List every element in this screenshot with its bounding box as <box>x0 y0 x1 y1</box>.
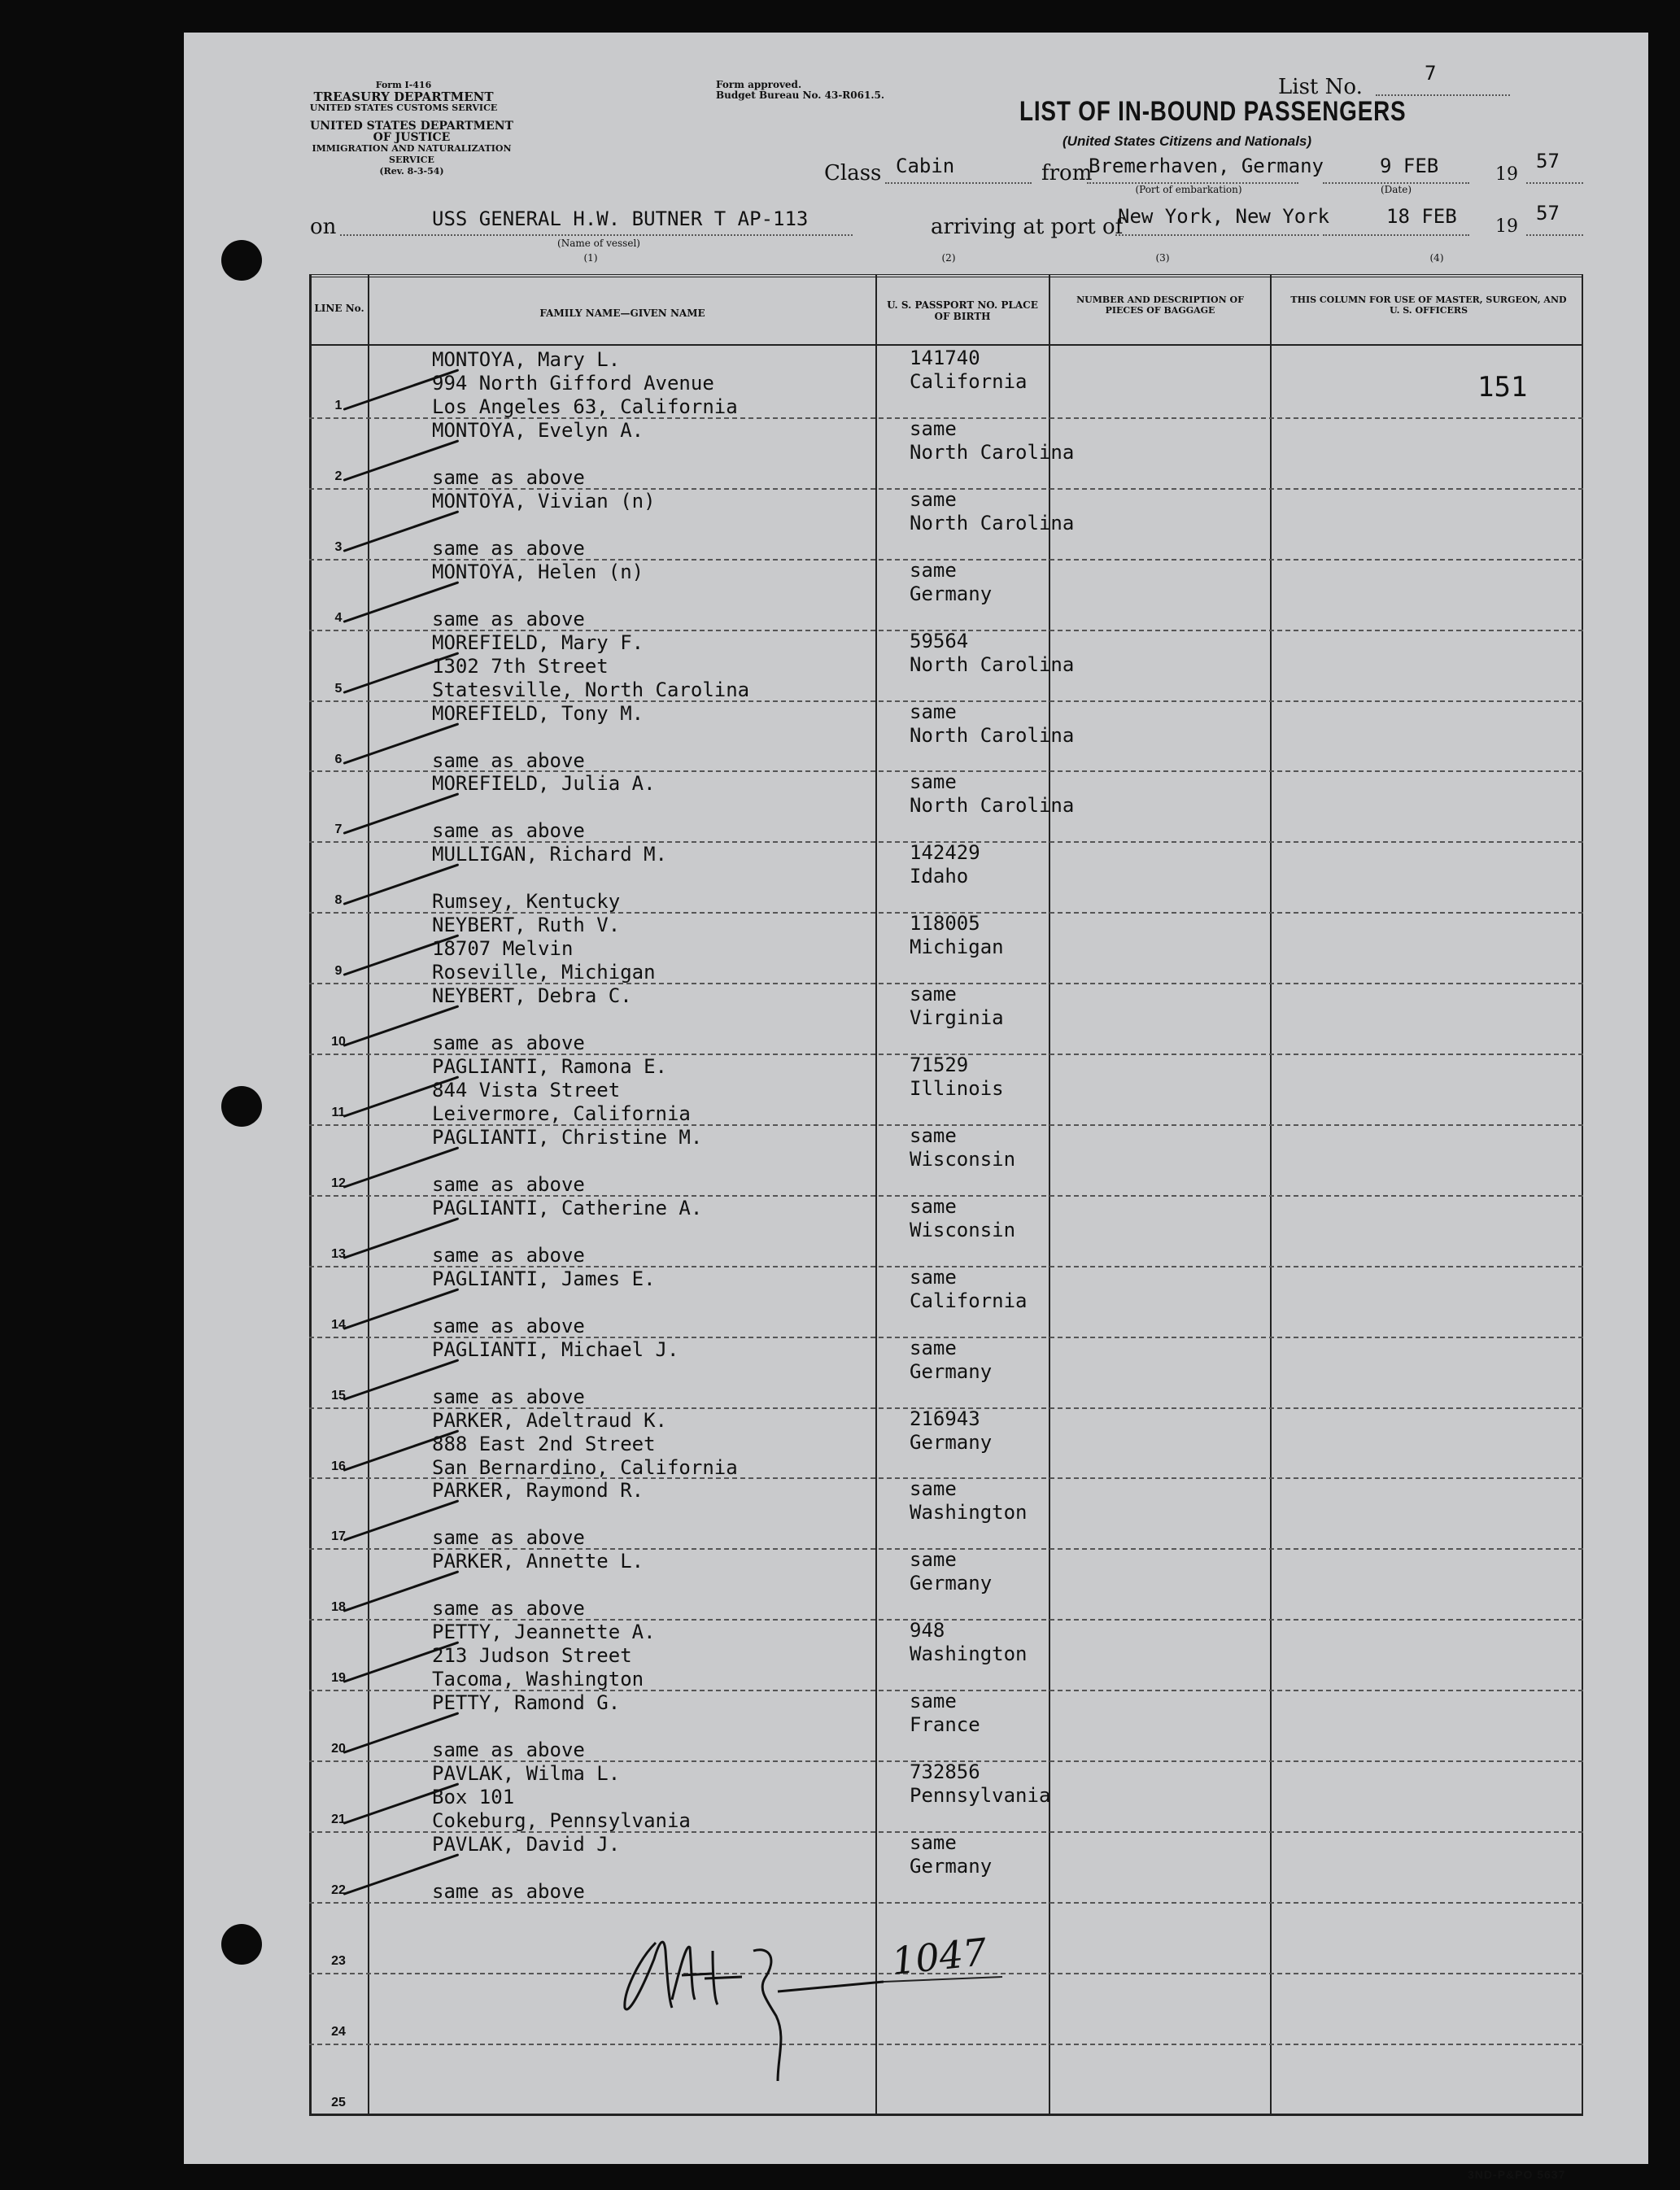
passport-birthplace: same Washington <box>910 1477 1028 1525</box>
handwritten-signature <box>591 1894 1046 2081</box>
passport-birthplace: same North Carolina <box>910 487 1075 534</box>
punch-hole <box>221 1086 262 1127</box>
table-top-border <box>309 274 1583 277</box>
handwritten-annotation: 1047 <box>889 1930 989 1983</box>
line-number: 2 <box>334 469 343 483</box>
passenger-name-address: PETTY, Jeannette A. 213 Judson Street Tacoma, Washington <box>432 1621 656 1691</box>
passport-birthplace: same Germany <box>910 1336 993 1383</box>
passport-birthplace: same France <box>910 1690 980 1737</box>
vessel-caption: (Name of vessel) <box>557 238 640 249</box>
list-no-label: List No. <box>1278 75 1363 99</box>
dotted-line <box>340 234 853 236</box>
arrival-port: New York, New York <box>1118 205 1330 228</box>
column-number: (1) <box>583 252 598 264</box>
port-caption: (Port of embarkation) <box>1135 184 1242 195</box>
column-number: (3) <box>1155 252 1170 264</box>
passenger-name-address: NEYBERT, Ruth V. 18707 Melvin Roseville, Michigan <box>432 914 656 984</box>
passenger-name-address: PAGLIANTI, Catherine A. same as above <box>432 1196 703 1267</box>
line-number: 13 <box>331 1246 346 1261</box>
passport-birthplace: same North Carolina <box>910 417 1075 464</box>
year-prefix: 19 <box>1495 164 1518 185</box>
passport-birthplace: same Germany <box>910 558 993 605</box>
passport-birthplace: 948 Washington <box>910 1619 1028 1666</box>
arriving-label: arriving at port of <box>931 215 1124 239</box>
line-number: 20 <box>331 1742 346 1756</box>
passenger-name-address: PARKER, Adeltraud K. 888 East 2nd Street San Bernardino, California <box>432 1408 738 1479</box>
line-number: 16 <box>331 1459 346 1473</box>
passport-birthplace: same Wisconsin <box>910 1194 1016 1241</box>
passenger-name-address: MONTOYA, Helen (n) same as above <box>432 560 644 630</box>
form-block-agency: Form I-416 TREASURY DEPARTMENT UNITED STATES CUSTOMS SERVICE <box>309 80 498 113</box>
line-number: 23 <box>331 1953 346 1968</box>
line-number: 3 <box>334 539 343 554</box>
arrival-date: 18 FEB <box>1386 205 1457 228</box>
dotted-line <box>1526 234 1583 236</box>
departure-year: 57 <box>1536 150 1560 172</box>
passenger-name-address: PAGLIANTI, Michael J. same as above <box>432 1337 679 1408</box>
vessel-name: USS GENERAL H.W. BUTNER T AP-113 <box>432 207 809 230</box>
passport-birthplace: same Virginia <box>910 983 1004 1030</box>
passport-birthplace: 71529 Illinois <box>910 1054 1004 1100</box>
passport-birthplace: 216943 Germany <box>910 1407 993 1454</box>
on-label: on <box>310 215 337 239</box>
port-of-embarkation: Bremerhaven, Germany <box>1089 155 1324 177</box>
line-number: 9 <box>334 964 343 979</box>
form-block-justice: UNITED STATES DEPARTMENT OF JUSTICE IMMIGRATION AND NATURALIZATION SERVICE (Rev. 8-3-54) <box>310 120 513 177</box>
passenger-name-address: MOREFIELD, Tony M. same as above <box>432 701 644 772</box>
class-label: Class <box>824 161 882 185</box>
line-number: 14 <box>331 1317 346 1332</box>
table-bottom-border <box>309 2114 1583 2116</box>
passenger-name-address: PAVLAK, Wilma L. Box 101 Cokeburg, Pennsylvania <box>432 1762 691 1832</box>
line-number: 10 <box>331 1035 346 1049</box>
column-number: (4) <box>1429 252 1444 264</box>
passport-birthplace: same North Carolina <box>910 770 1075 818</box>
passport-birthplace: same Wisconsin <box>910 1123 1016 1171</box>
passport-birthplace: same Germany <box>910 1548 993 1595</box>
line-number: 18 <box>331 1600 346 1615</box>
passenger-name-address: MONTOYA, Evelyn A. same as above <box>432 418 644 489</box>
line-number: 15 <box>331 1388 346 1403</box>
line-number: 8 <box>334 893 343 908</box>
footer-code: 3ND-P&PO 5637 <box>1468 2168 1566 2181</box>
page-subtitle: (United States Citizens and Nationals) <box>1063 133 1312 149</box>
column-number: (2) <box>941 252 956 264</box>
year-prefix: 19 <box>1495 216 1518 237</box>
list-no-value: 7 <box>1425 62 1437 85</box>
line-number: 1 <box>334 399 343 412</box>
dotted-line <box>1526 182 1583 184</box>
passport-birthplace: 59564 North Carolina <box>910 629 1075 676</box>
passport-birthplace: same Germany <box>910 1830 993 1878</box>
page-title: LIST OF IN-BOUND PASSENGERS <box>1019 96 1407 127</box>
passenger-name-address: MONTOYA, Mary L. 994 North Gifford Avenue Los Angeles 63, California <box>432 348 738 418</box>
arrival-year: 57 <box>1536 202 1560 225</box>
dotted-line <box>885 182 1032 184</box>
line-number: 24 <box>331 2024 346 2039</box>
punch-hole <box>221 1924 262 1965</box>
passenger-name-address: MONTOYA, Vivian (n) same as above <box>432 489 656 560</box>
date-caption: (Date) <box>1380 184 1412 195</box>
line-number: 25 <box>331 2095 346 2109</box>
line-number: 5 <box>334 681 343 696</box>
line-number: 4 <box>334 610 343 625</box>
passenger-name-address: NEYBERT, Debra C. same as above <box>432 984 632 1055</box>
header-name: FAMILY NAME—GIVEN NAME <box>539 308 705 319</box>
passenger-name-address: PAGLIANTI, Christine M. same as above <box>432 1125 703 1196</box>
passport-birthplace: 732856 Pennsylvania <box>910 1760 1051 1807</box>
passenger-name-address: PAVLAK, David J. same as above <box>432 1832 621 1903</box>
passport-birthplace: same California <box>910 1265 1028 1312</box>
passenger-name-address: MULLIGAN, Richard M. Rumsey, Kentucky <box>432 843 667 914</box>
line-number: 21 <box>331 1813 346 1826</box>
dotted-line <box>1323 234 1469 236</box>
header-separator <box>309 344 1583 346</box>
passenger-name-address: PAGLIANTI, Ramona E. 844 Vista Street Leivermore, California <box>432 1055 691 1125</box>
officer-note: 151 <box>1477 371 1528 404</box>
punch-hole <box>221 240 262 281</box>
header-passport: U. S. PASSPORT NO. PLACE OF BIRTH <box>887 299 1038 322</box>
departure-date: 9 FEB <box>1380 155 1439 177</box>
header-line-no: LINE No. <box>314 303 364 314</box>
passport-birthplace: 141740 California <box>910 347 1028 393</box>
passenger-name-address: PARKER, Raymond R. same as above <box>432 1479 644 1550</box>
dotted-line <box>1115 234 1319 236</box>
passenger-name-address: MOREFIELD, Mary F. 1302 7th Street Statesville, North Carolina <box>432 630 750 701</box>
line-number: 17 <box>331 1529 346 1544</box>
header-officers: THIS COLUMN FOR USE OF MASTER, SURGEON, AND U. S. OFFICERS <box>1290 294 1567 316</box>
passenger-name-address: PAGLIANTI, James E. same as above <box>432 1267 656 1337</box>
line-number: 22 <box>331 1882 346 1897</box>
passport-birthplace: same North Carolina <box>910 700 1075 747</box>
passport-birthplace: 118005 Michigan <box>910 912 1004 959</box>
form-approved: Form approved. Budget Bureau No. 43-R061.5. <box>716 79 885 101</box>
passenger-name-address: PARKER, Annette L. same as above <box>432 1550 644 1621</box>
passenger-name-address: PETTY, Ramond G. same as above <box>432 1691 621 1762</box>
from-label: from <box>1041 161 1093 185</box>
line-number: 12 <box>331 1176 346 1190</box>
header-baggage: NUMBER AND DESCRIPTION OF PIECES OF BAGGAGE <box>1076 294 1244 316</box>
passenger-name-address: MOREFIELD, Julia A. same as above <box>432 772 656 843</box>
line-number: 19 <box>331 1671 346 1686</box>
line-number: 11 <box>331 1106 346 1119</box>
document-page <box>184 33 1648 2181</box>
line-number: 6 <box>334 752 343 766</box>
class-value: Cabin <box>896 155 955 177</box>
line-number: 7 <box>334 822 343 837</box>
passport-birthplace: 142429 Idaho <box>910 841 980 888</box>
